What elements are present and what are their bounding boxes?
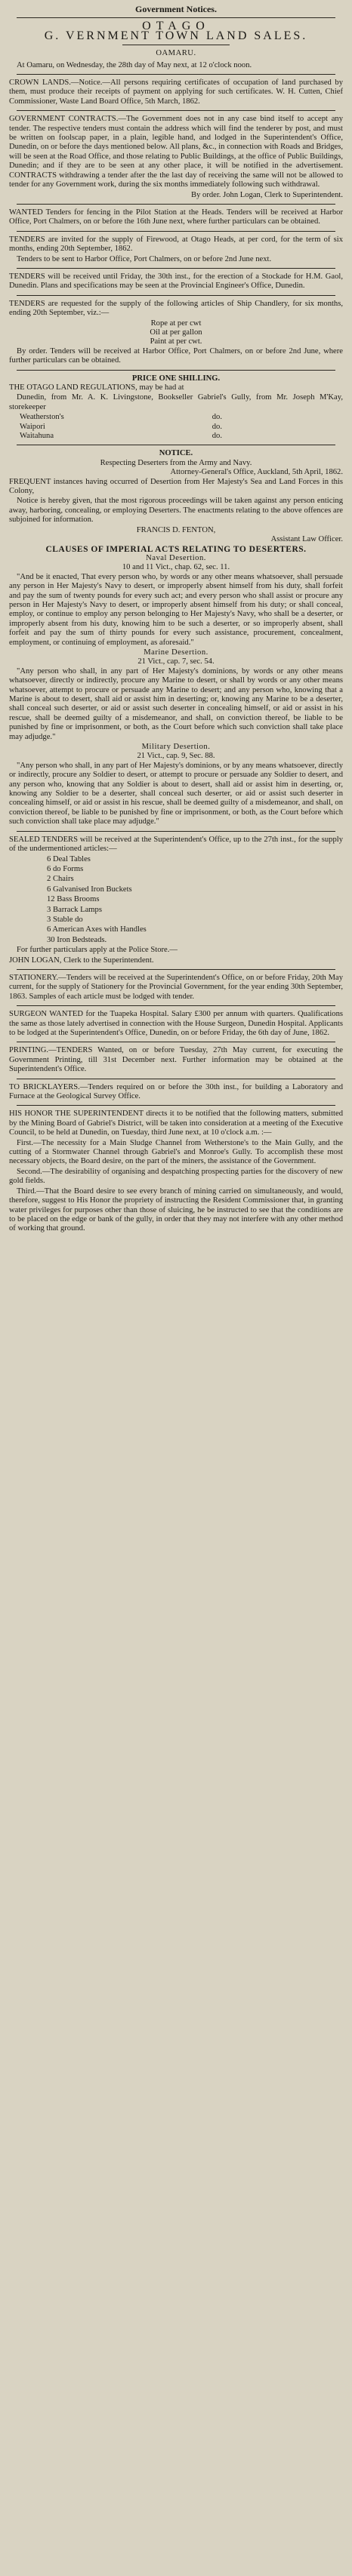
town-row <box>20 423 222 432</box>
superintendent-second: Second.—The desirability of organising and despatching prospecting parties for the discovery of new gold fields. <box>9 1167 343 1186</box>
divider <box>17 831 335 832</box>
stationery-notice: STATIONERY.—Tenders will be received at the Superintendent's Office, on or before Friday, 20th May current, for the supply of Stationery for the Provincial Government, for the year ending 30th September, 1863. Samples of each article must be lodged with tender. <box>9 973 343 1001</box>
signatory-name: FRANCIS D. FENTON, <box>136 525 216 534</box>
tender-item: 3 Stable do <box>47 915 83 924</box>
tender-item: 2 Chairs <box>47 875 74 884</box>
sale-date: At Oamaru, on Wednesday, the 28th day of May next, at 12 o'clock noon. <box>17 60 252 69</box>
notice-subheading: Respecting Deserters from the Army and Navy. <box>100 458 252 467</box>
notice-heading: NOTICE. <box>159 449 193 458</box>
naval-clause: "And be it enacted, That every person who, by words or any other means whatsoever, shall persuade any person in Her Majesty's Navy to desert, or improperly absent himself from his duty, shall forfeit and pay the sum of twenty pounds for every such act; and every person who shall assist or procure any person in Her Majesty's Navy to desert, or improperly absent himself from his duty; or shall conceal, employ, or continue to employ any person belonging to Her Majesty's Navy, who shall be a deserter, or improperly absent from his duty, knowing him to be such a deserter, or so improperly absent, shall forfeit and pay the sum of thirty pounds for every such assistance, procurement, concealment, employment, or continuing of employment, as aforesaid." <box>9 572 343 647</box>
tender-item: 30 Iron Bedsteads. <box>47 935 107 944</box>
military-heading: Military Desertion. <box>141 743 211 752</box>
notice-title-line1: OTAGO <box>142 20 210 33</box>
deserters-notice <box>9 449 343 826</box>
surgeon-notice: SURGEON WANTED for the Tuapeka Hospital. Salary £300 per annum with quarters. Qualifications the same as those lately advertised in connection with the House Surgeon, Dunedin Hospital. Applicants to be lodged at the Superintendent's Office, Dunedin, on or before Friday, the 6th day of June, 1862. <box>9 1010 343 1037</box>
price: PRICE ONE SHILLING. <box>131 374 221 383</box>
marine-heading: Marine Desertion. <box>144 648 208 657</box>
divider <box>17 1005 335 1006</box>
sealed-tenders-text: SEALED TENDERS will be received at the Superintendent's Office, up to the 27th inst., for the supply of the undermentioned articles:— <box>9 835 343 854</box>
land-sales-notice <box>9 22 343 200</box>
town-row <box>20 432 222 441</box>
tender-item: 6 do Forms <box>47 864 84 873</box>
sale-place: OAMARU. <box>156 49 196 58</box>
tender-item: 6 Galvanised Iron Buckets <box>47 885 132 894</box>
signatory-title: Assistant Law Officer. <box>270 535 343 544</box>
town-name: Waitahuna <box>20 432 54 441</box>
firewood-tender: TENDERS are invited for the supply of Firewood, at Otago Heads, at per cord, for the term of six months, ending 20th September, 1862. <box>9 235 343 254</box>
naval-heading: Naval Desertion. <box>146 553 206 562</box>
naval-act: 10 and 11 Vict., chap. 62, sec. 11. <box>122 563 230 572</box>
clauses-title: CLAUSES OF IMPERIAL ACTS RELATING TO DESERTERS. <box>45 544 307 554</box>
divider <box>17 231 335 232</box>
newspaper-column <box>9 0 343 1234</box>
sealed-tenders-notice <box>9 836 343 965</box>
ditto: do. <box>212 413 222 422</box>
stockade-tender: TENDERS will be received until Friday, the 30th inst., for the erection of a Stockade for H.M. Gaol, Dunedin. Plans and specifications may be seen at the Provincial Engineer's Office, Dunedin. <box>9 272 343 291</box>
military-clause: "Any person who shall, in any part of Her Majesty's dominions, or by any means whatsoever, directly or indirectly, procure any Soldier to desert, or attempt to procure or persuade any Soldier to desert, and any person who, knowing that any Soldier is about to desert, shall aid or assist him in deserting, or, knowing any Soldier to be a deserter, shall conceal such deserter, or aid or assist such deserter in concealing himself, or aid or assist in his rescue, shall be deemed guilty of a misdemeanor, and shall, on conviction thereof, be liable to be punished by fine or imprisonment, or both, as the Court before which such conviction shall take place may adjudge." <box>9 761 343 826</box>
signature: By order. John Logan, Clerk to Superintendent. <box>191 190 343 199</box>
chandlery-item: Oil at per gallon <box>150 328 202 337</box>
government-contracts-notice: GOVERNMENT CONTRACTS.—The Government does not in any case bind itself to accept any tender. The respective tenders must contain the address which will find the tenderer by post, and must be written on foolscap paper, in a plain, legible hand, and lodged in the Superintendent's Office, Dunedin, on or before the days mentioned below. All plans, &c., in connection with Roads and Bridges, will be seen at the Road Office, and those relating to Public Buildings, at the office of Public Buildings, Dunedin; and if they are to be seen at any other place, it will be notified in the advertisement. CONTRACTS withdrawing a tender after the the last day of receiving the same will not be allowed to tender for any Government work, during the six months immediately following such withdrawal. <box>9 115 343 189</box>
divider <box>17 110 335 111</box>
notice-title-line2: G. VERNMENT TOWN LAND SALES. <box>44 29 308 42</box>
ditto: do. <box>212 422 222 431</box>
town-row <box>20 413 222 422</box>
superintendent-third: Third.—That the Board desire to see every branch of mining carried on simultaneously, and would, therefore, suggest to His Honor the propriety of instructing the Resident Commissioner that, in granting water privileges for purposes other than those of sluicing, he be instructed to see that the conditions are to be placed on the edge or bank of the gully, in order that they may not interfere with any other method of working that ground. <box>9 1186 343 1233</box>
divider <box>17 268 335 269</box>
divider <box>17 204 335 205</box>
chandlery-item: Paint at per cwt. <box>150 337 202 346</box>
firewood-tender-extra: Tenders to be sent to Harbor Office, Port Chalmers, on or before 2nd June next. <box>17 254 272 263</box>
signature: JOHN LOGAN, Clerk to the Superintendent. <box>9 956 154 965</box>
office-line: Attorney-General's Office, Auckland, 5th April, 1862. <box>170 468 343 477</box>
regulations-body: Dunedin, from Mr. A. K. Livingstone, Bookseller Gabriel's Gully, from Mr. Joseph M'Kay, storekeeper <box>9 393 343 411</box>
marine-act: 21 Vict., cap. 7, sec. 54. <box>137 657 215 666</box>
divider <box>17 1105 335 1106</box>
marine-clause: "Any person who shall, in any part of Her Majesty's dominions, by words or any other means whatsoever, directly or indirectly, procure any Marine to desert, or shall by words or any other means whatsoever, attempt to procure or persuade any Marine to desert; and any person who, knowing that a Marine is about to desert, shall aid or assist him in deserting; or, knowing any Marine to be a deserter, shall conceal such deserter, or aid or assist such deserter in concealing himself, or aid or assist in his rescue, shall be deemed guilty of a misdemeanor, and shall, on conviction thereof, be liable to be punished by fine or imprisonment, or both, as the Court before which such conviction shall take place may adjudge." <box>9 666 343 741</box>
regulations-title: THE OTAGO LAND REGULATIONS, may be had at <box>9 383 184 392</box>
pilot-station-tender: WANTED Tenders for fencing in the Pilot Station at the Heads. Tenders will be received at Harbor Office, Port Chalmers, on or before the 16th June next, where further particulars can be obtained. <box>9 208 343 226</box>
town-name: Waipori <box>20 422 45 431</box>
ditto: do. <box>212 432 222 441</box>
superintendent-first: First.—The necessity for a Main Sludge Channel from Wetherstone's to the Main Gully, and the cutting of a Stormwater Channel through Gabriel's and Monroe's Gully. To accomplish these most necessary objects, the Board desire, on the part of the miners, the assistance of the Government. <box>9 1138 343 1166</box>
section-title: Government Notices. <box>135 4 217 14</box>
divider <box>17 74 335 75</box>
section-header <box>9 5 343 14</box>
bricklayers-notice: TO BRICKLAYERS.—Tenders required on or before the 30th inst., for building a Laboratory and Furnace at the Geological Survey Office. <box>9 1082 343 1101</box>
deserters-notice-text: Notice is hereby given, that the most rigorous proceedings will be taken against any person enticing away, harboring, concealing, or employing Deserters. The enactments relating to the above offences are subjoined for information. <box>9 497 343 525</box>
divider <box>17 370 335 371</box>
tender-item: 6 American Axes with Handles <box>47 925 147 934</box>
tender-item: 3 Barrack Lamps <box>47 905 102 914</box>
sealed-tenders-extra: For further particulars apply at the Police Store.— <box>17 946 178 955</box>
superintendent-notice <box>9 1109 343 1233</box>
divider <box>17 295 335 296</box>
town-name: Weatherston's <box>20 413 64 422</box>
divider <box>17 17 335 18</box>
printing-notice: PRINTING.—TENDERS Wanted, on or before Tuesday, 27th May current, for executing the Government Printing, till 31st December next. Further information may be obtained at the Superintendent's Office. <box>9 1046 343 1074</box>
deserters-intro: FREQUENT instances having occurred of Desertion from Her Majesty's Sea and Land Forces in this Colony, <box>9 477 343 496</box>
tender-item: 12 Bass Brooms <box>47 895 100 904</box>
ship-chandlery-tender: TENDERS are requested for the supply of the following articles of Ship Chandlery, for six months, ending 20th September, viz.:— <box>9 299 343 318</box>
crown-lands-notice: CROWN LANDS.—Notice.—All persons requiring certificates of occupation of land purchased by them, must produce their receipts of payment on applying for such certificates. W. H. Cutten, Chief Commissioner, Waste Land Board Office, 5th March, 1862. <box>9 78 343 106</box>
land-regulations-notice <box>9 374 343 442</box>
divider <box>17 969 335 970</box>
tender-item: 6 Deal Tables <box>47 854 91 863</box>
chandlery-item: Rope at per cwt <box>150 319 202 328</box>
superintendent-intro: HIS HONOR THE SUPERINTENDENT directs it to be notified that the following matters, submitted by the Mining Board of Gabriel's District, will be taken into consideration at a meeting of the Executive Council, to be held at Dunedin, on Tuesday, third June next, at 10 o'clock a.m. :— <box>9 1109 343 1137</box>
military-act: 21 Vict., cap. 9, Sec. 88. <box>137 752 215 761</box>
chandlery-tender-extra: By order. Tenders will be received at Harbor Office, Port Chalmers, on or before 2nd June, where further particulars can be obtained. <box>9 346 343 365</box>
